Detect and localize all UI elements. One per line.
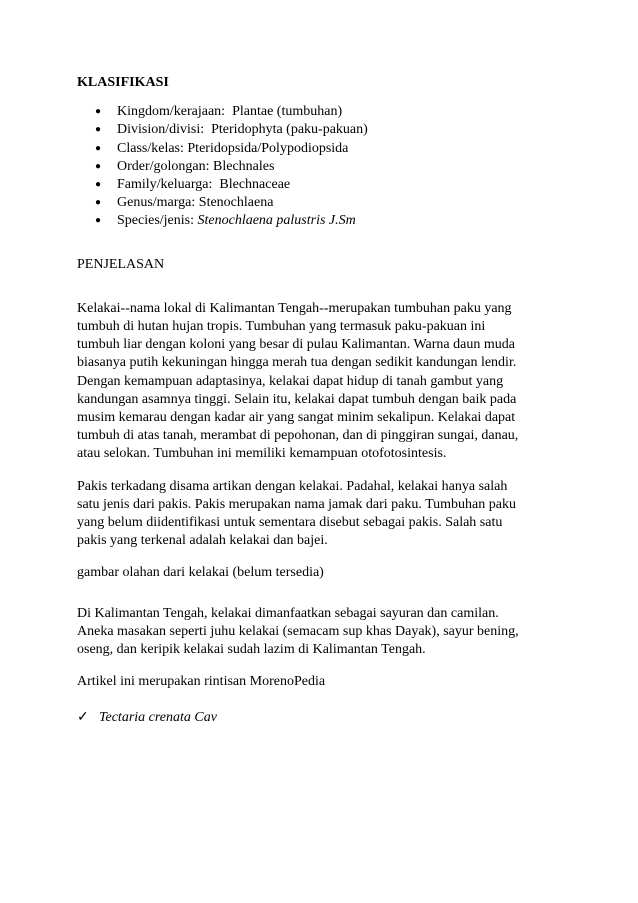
item-label: Family/keluarga: [117,176,213,192]
text-line: kandungan asamnya tinggi. Selain itu, kelakai dapat tumbuh dengan baik pada [77,391,517,407]
text-line: tumbuh di atas tanah, merambat di pepohonan, dan di pinggiran sungai, danau, [77,428,519,444]
list-item [77,158,567,176]
item-value: Blechnales [213,158,275,174]
checklist-label: Tectaria crenata Cav [99,710,217,726]
checkmark-icon: ✓ [77,710,89,726]
paragraph-3 [77,605,567,660]
list-item [77,176,567,194]
bullet-icon: ● [95,106,102,118]
bullet-icon: ● [95,124,102,136]
text-line: biasanya putih kekuningan hingga merah tua dengan sedikit kandungan lendir. [77,355,517,371]
list-item [77,194,567,212]
bullet-icon: ● [95,215,102,227]
bullet-icon: ● [95,160,102,172]
bullet-icon: ● [95,197,102,209]
text-line: satu jenis dari pakis. Pakis merupakan nama jamak dari paku. Tumbuhan paku [77,496,516,512]
document-body [77,74,567,728]
bullet-icon: ● [95,178,102,190]
text-line: Di Kalimantan Tengah, kelakai dimanfaatkan sebagai sayuran dan camilan. [77,605,499,621]
item-value: Stenochlaena [198,195,274,211]
image-note: gambar olahan dari kelakai (belum tersedia) [77,565,324,581]
klasifikasi-heading: KLASIFIKASI [77,75,169,90]
paragraph-1 [77,300,567,464]
paragraph-2 [77,478,567,551]
item-label: Species/jenis: [117,213,194,229]
text-line: Aneka masakan seperti juhu kelakai (semacam sup khas Dayak), sayur bening, [77,623,519,639]
list-item [77,140,567,158]
item-value: Stenochlaena palustris J.Sm [197,213,356,229]
text-line: Dengan kemampuan adaptasinya, kelakai dapat hidup di tanah gambut yang [77,373,504,389]
checklist-item [77,709,567,727]
penjelasan-heading: PENJELASAN [77,256,165,272]
item-value: Blechnaceae [219,176,291,192]
item-label: Genus/marga: [117,195,196,211]
item-label: Division/divisi: [117,122,205,138]
klasifikasi-list [77,103,567,230]
item-value: Pteridopsida/Polypodiopsida [187,140,349,156]
text-line: yang belum diidentifikasi untuk sementara disebut sebagai pakis. Salah satu [77,514,503,530]
list-item [77,121,567,139]
text-line: tumbuh di hutan hujan tropis. Tumbuhan yang termasuk paku-pakuan ini [77,318,486,334]
item-label: Order/golongan: [117,158,210,174]
list-item [77,212,567,230]
list-item [77,103,567,121]
text-line: atau selokan. Tumbuhan ini memiliki kemampuan otofotosintesis. [77,446,447,462]
bullet-icon: ● [95,142,102,154]
text-line: pakis yang terkenal adalah kelakai dan bajei. [77,533,328,549]
stub-note: Artikel ini merupakan rintisan MorenoPedia [77,674,326,690]
text-line: tumbuh liar dengan koloni yang besar di pulau Kalimantan. Warna daun muda [77,337,515,353]
item-value: Plantae (tumbuhan) [232,104,343,120]
item-label: Class/kelas: [117,140,184,156]
text-line: musim kemarau dengan kadar air yang sangat minim sekalipun. Kelakai dapat [77,409,516,425]
text-line: Kelakai--nama lokal di Kalimantan Tengah--merupakan tumbuhan paku yang [77,300,512,316]
text-line: Pakis terkadang disama artikan dengan kelakai. Padahal, kelakai hanya salah [77,478,508,494]
item-label: Kingdom/kerajaan: [117,104,226,120]
item-value: Pteridophyta (paku-pakuan) [211,122,368,138]
text-line: oseng, dan keripik kelakai sudah lazim di Kalimantan Tengah. [77,641,426,657]
